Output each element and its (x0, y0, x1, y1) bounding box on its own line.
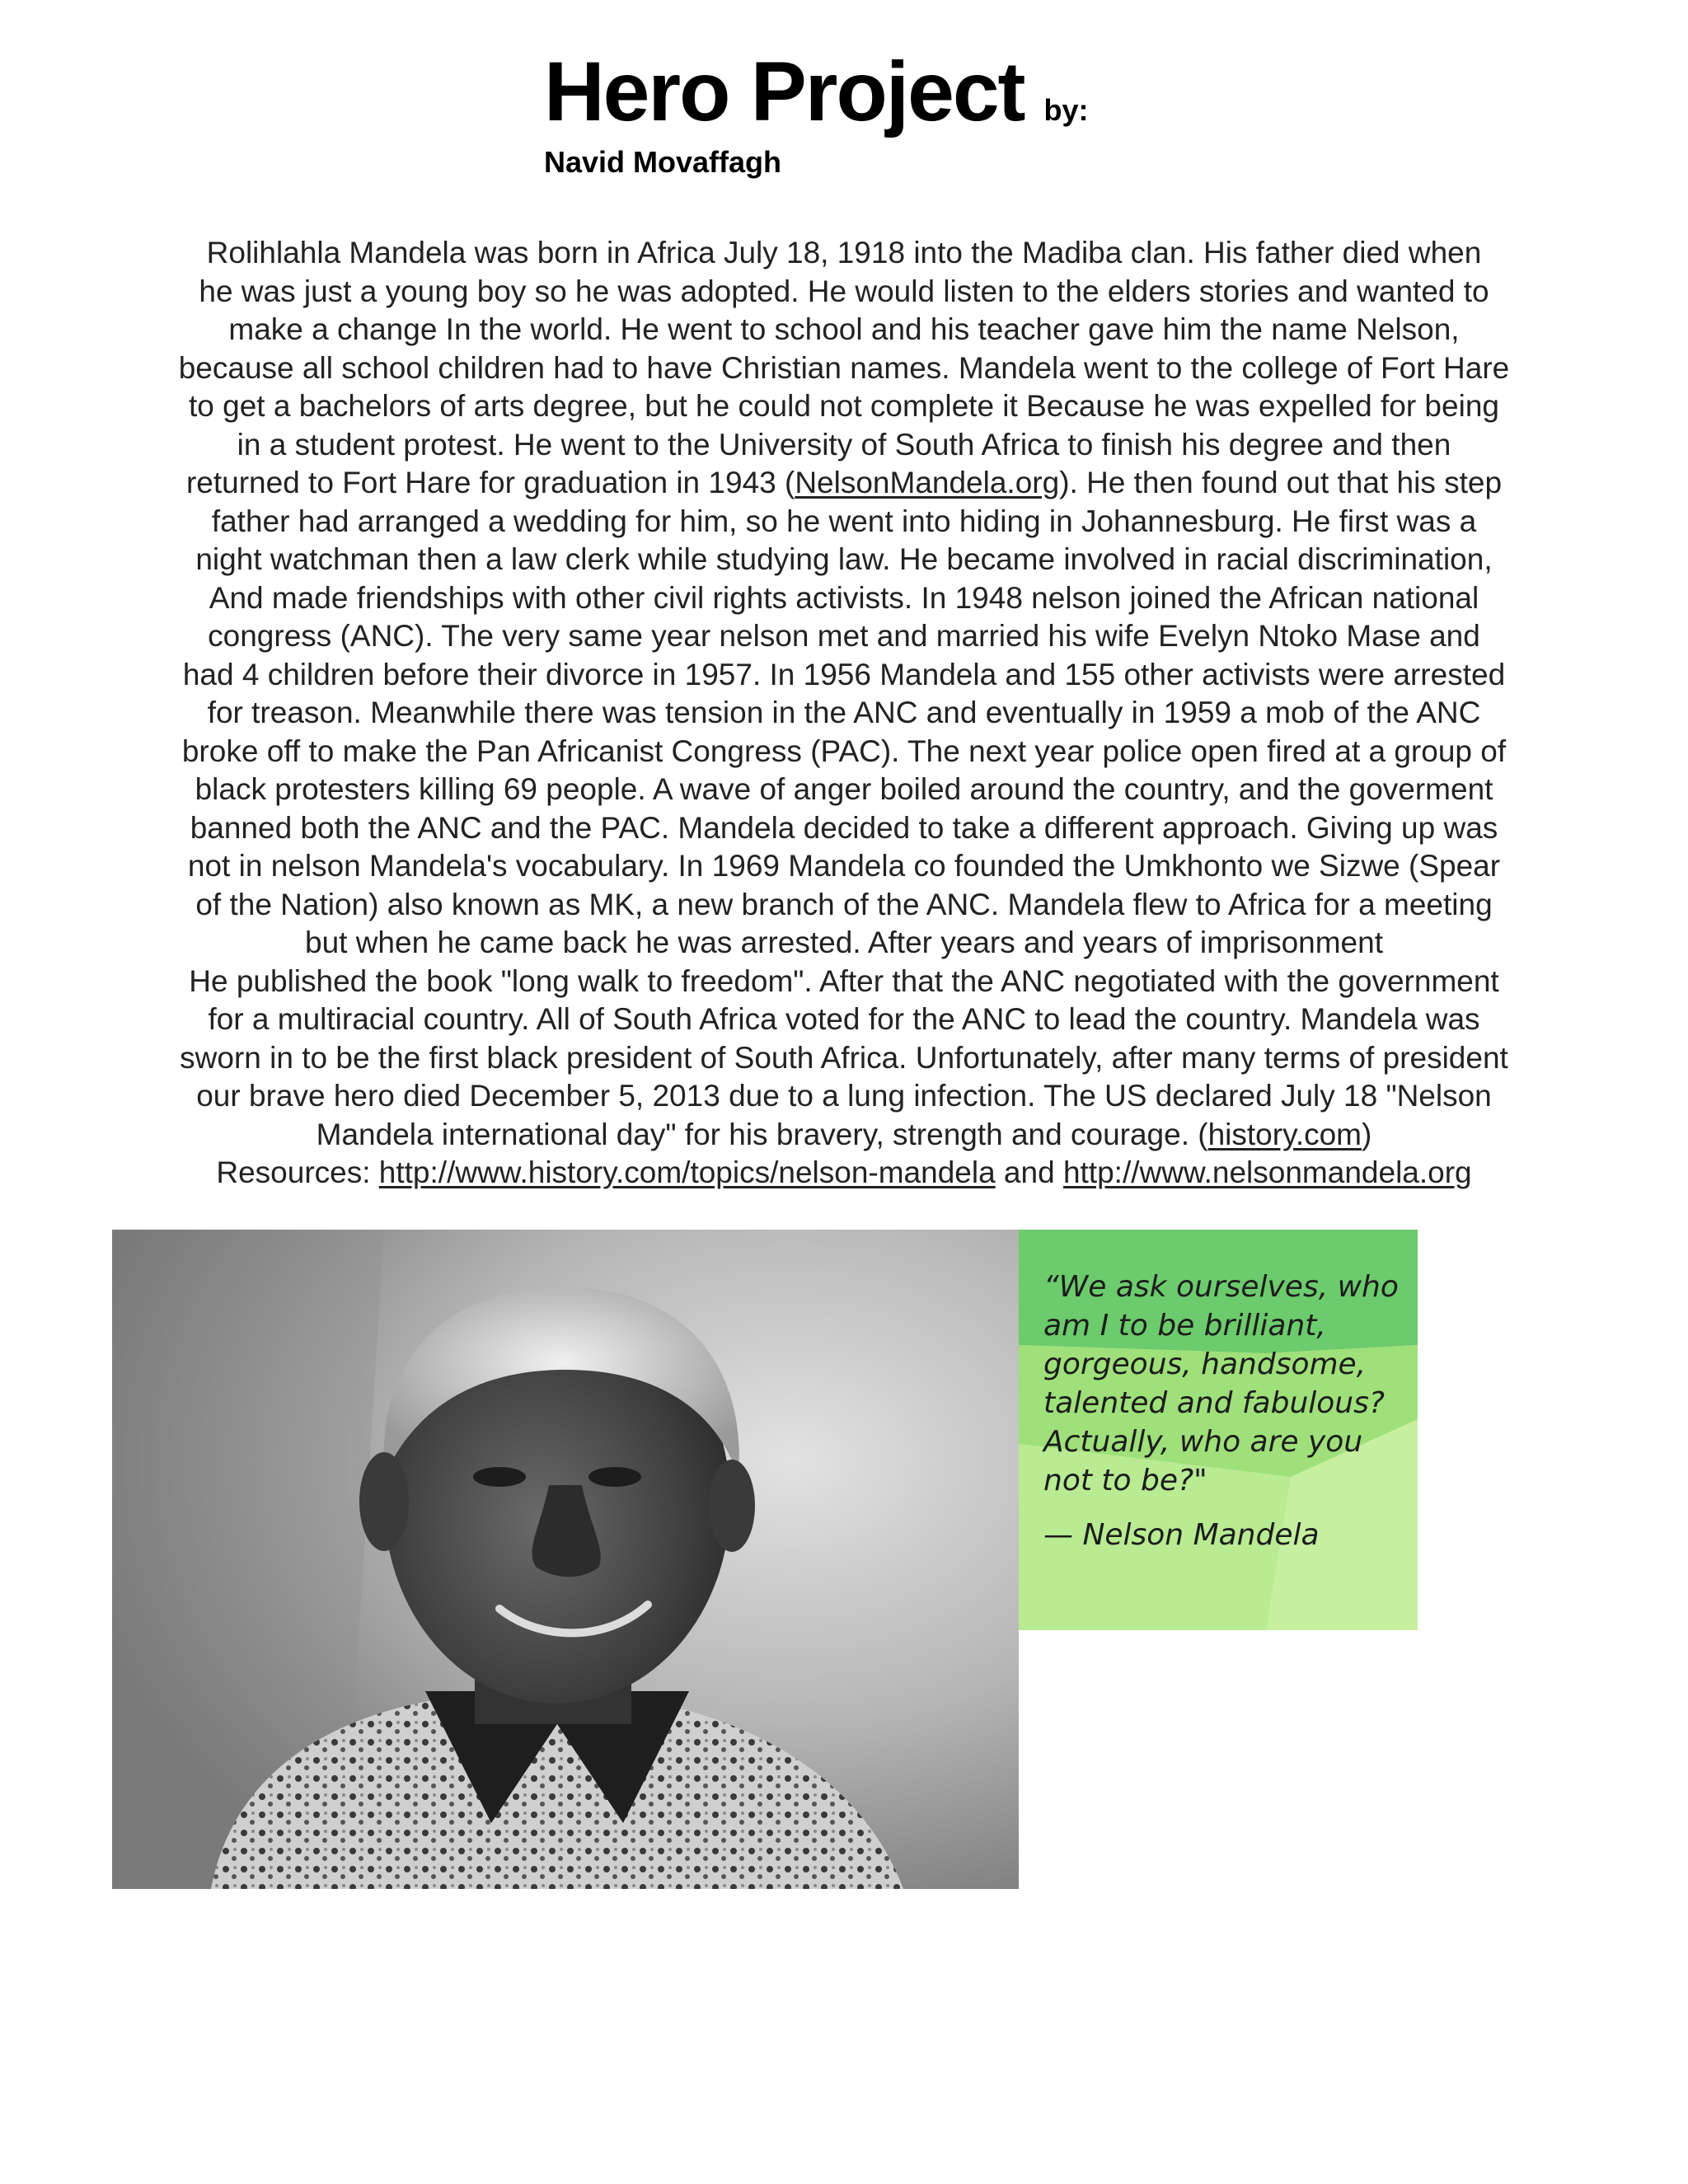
body-line: had 4 children before their divorce in 1957. In 1956 Mandela and 155 other activists were arrested (182, 657, 1506, 691)
by-label: by: (1043, 93, 1089, 127)
body-line: night watchman then a law clerk while studying law. He became involved in racial discrimination, (195, 542, 1493, 576)
body-text-segment: ) (1362, 1117, 1372, 1151)
body-line (124, 464, 1564, 503)
title-block (544, 45, 1089, 180)
history-com-link[interactable]: history.com (1207, 1117, 1362, 1151)
author-name: Navid Movaffagh (544, 145, 782, 179)
body-line: banned both the ANC and the PAC. Mandela decided to take a different approach. Giving up was (190, 810, 1498, 845)
body-line: father had arranged a wedding for him, so he went into hiding in Johannesburg. He first was a (211, 504, 1477, 538)
body-line (124, 1116, 1564, 1155)
body-line: He published the book "long walk to freedom". After that the ANC negotiated with the government (189, 963, 1499, 998)
body-line: And made friendships with other civil rights activists. In 1948 nelson joined the African national (209, 580, 1479, 615)
body-text-segment: ). He then found out that his step (1059, 466, 1503, 499)
mandela-photo (112, 1230, 1019, 1889)
title-text: Hero Project (544, 45, 1025, 138)
nelsonmandela-resource-link[interactable]: http://www.nelsonmandela.org (1062, 1155, 1472, 1189)
body-line: but when he came back he was arrested. After years and years of imprisonment (305, 926, 1383, 959)
body-line: for a multiracial country. All of South Africa voted for the ANC to lead the country. Mandela was (208, 1002, 1480, 1036)
body-line: of the Nation) also known as MK, a new branch of the ANC. Mandela flew to Africa for a meeting (195, 887, 1493, 921)
resources-label: Resources: (216, 1155, 379, 1189)
resources-and: and (995, 1155, 1063, 1189)
biography-text (124, 234, 1564, 1193)
body-line: not in nelson Mandela's vocabulary. In 1969 Mandela co founded the Umkhonto we Sizwe (Spear (187, 849, 1501, 883)
page-title (544, 45, 1089, 138)
history-resource-link[interactable]: http://www.history.com/topics/nelson-mandela (378, 1155, 996, 1189)
body-line: Rolihlahla Mandela was born in Africa July 18, 1918 into the Madiba clan. His father died when (206, 236, 1482, 269)
quote-text: “We ask ourselves, who am I to be brilliant, gorgeous, handsome, talented and fabulous? Actually, who are you not to be?" (1043, 1270, 1399, 1497)
body-line: our brave hero died December 5, 2013 due to a lung infection. The US declared July 18 "Nelson (196, 1079, 1492, 1113)
body-line: black protesters killing 69 people. A wave of anger boiled around the country, and the goverment (195, 772, 1493, 806)
quote-card (1019, 1230, 1418, 1630)
body-line: congress (ANC). The very same year nelson met and married his wife Evelyn Ntoko Mase and (208, 619, 1480, 653)
body-line: to get a bachelors of arts degree, but he could not complete it Because he was expelled for being (189, 389, 1499, 423)
body-line: make a change In the world. He went to school and his teacher gave him the name Nelson, (228, 312, 1460, 346)
quote-author: — Nelson Mandela (1043, 1518, 1320, 1552)
body-text-segment: Mandela international day" for his bravery, strength and courage. ( (316, 1117, 1208, 1151)
body-line: he was just a young boy so he was adopted. He would listen to the elders stories and wanted to (199, 274, 1489, 308)
resources-line (124, 1154, 1564, 1193)
body-line: in a student protest. He went to the University of South Africa to finish his degree and then (237, 427, 1451, 462)
body-line: for treason. Meanwhile there was tension in the ANC and eventually in 1959 a mob of the ANC (207, 696, 1481, 729)
body-line: sworn in to be the first black president of South Africa. Unfortunately, after many terms of president (180, 1040, 1508, 1075)
body-text-segment: returned to Fort Hare for graduation in 1943 ( (185, 466, 795, 499)
mandela-portrait-illustration (112, 1230, 1019, 1889)
body-line: because all school children had to have Christian names. Mandela went to the college of Fort Hare (178, 350, 1510, 385)
nelsonmandela-org-link[interactable]: NelsonMandela.org (795, 466, 1060, 499)
body-line: broke off to make the Pan Africanist Congress (PAC). The next year police open fired at a group of (181, 733, 1507, 768)
